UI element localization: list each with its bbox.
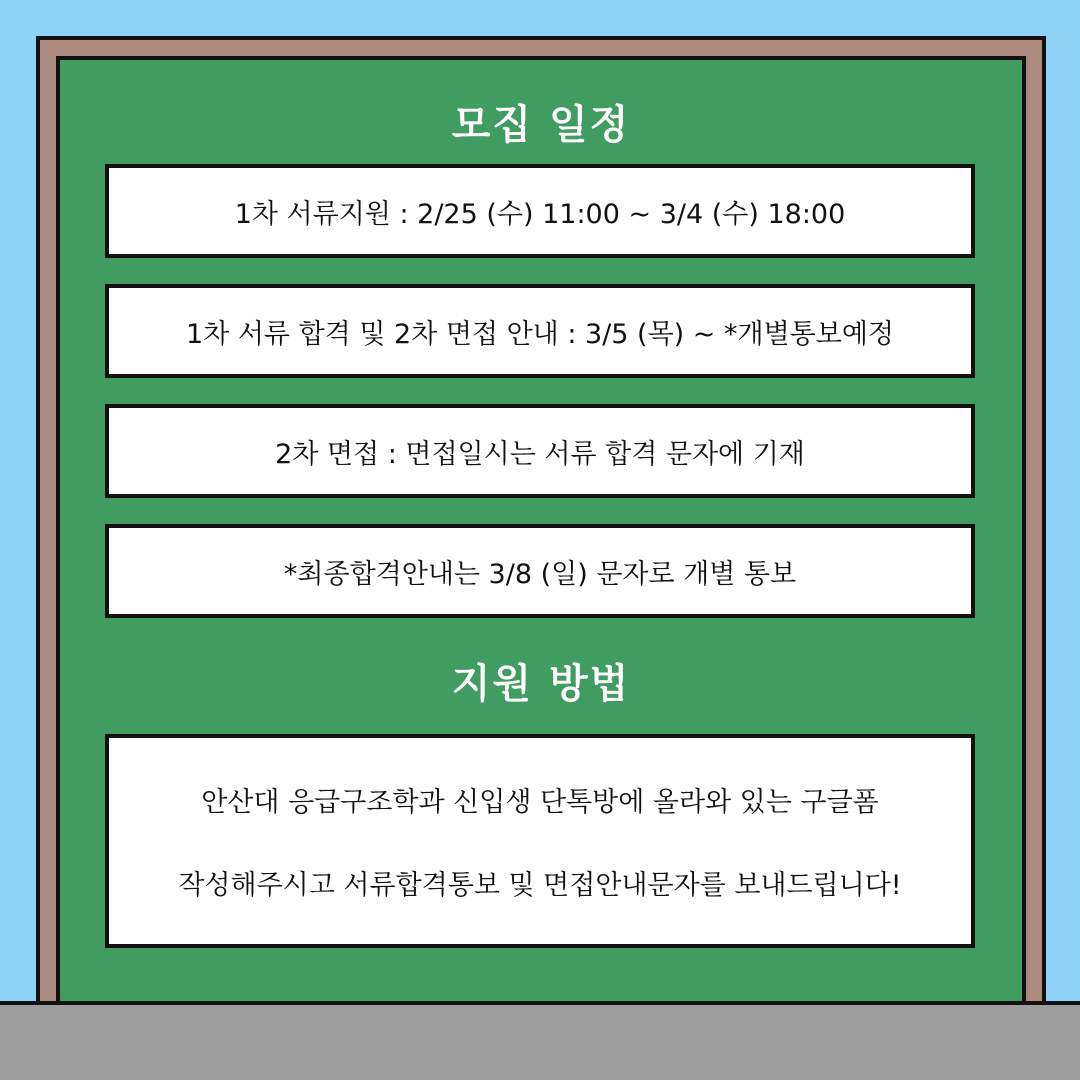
schedule-item-4: *최종합격안내는 3/8 (일) 문자로 개별 통보 (105, 524, 975, 618)
method-box (105, 734, 975, 948)
schedule-item-2: 1차 서류 합격 및 2차 면접 안내 : 3/5 (목) ~ *개별통보예정 (105, 284, 975, 378)
schedule-heading: 모집 일정 (451, 102, 631, 148)
schedule-item-1: 1차 서류지원 : 2/25 (수) 11:00 ~ 3/4 (수) 18:00 (105, 164, 975, 258)
method-line-1: 안산대 응급구조학과 신입생 단톡방에 올라와 있는 구글폼 (201, 787, 879, 818)
method-heading: 지원 방법 (451, 661, 631, 707)
schedule-item-3: 2차 면접 : 면접일시는 서류 합격 문자에 기재 (105, 404, 975, 498)
method-line-2: 작성해주시고 서류합격통보 및 면접안내문자를 보내드립니다! (178, 870, 902, 901)
floor (0, 1001, 1080, 1080)
